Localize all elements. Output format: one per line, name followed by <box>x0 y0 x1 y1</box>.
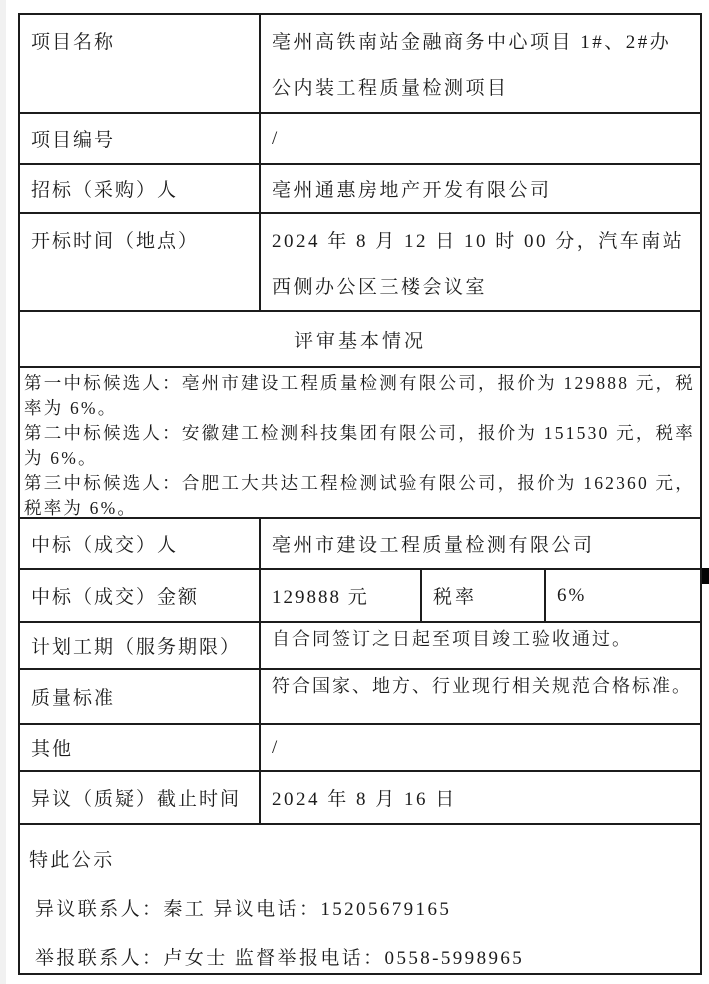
table-row-award-amount <box>20 570 700 623</box>
candidate-third: 第三中标候选人：合肥工大共达工程检测试验有限公司，报价为 162360 元，税率为 6%。 <box>24 473 695 518</box>
table-row-bid-opening <box>20 214 700 312</box>
tenderee-value: 亳州通惠房地产开发有限公司 <box>272 180 552 201</box>
bid-opening-label: 开标时间（地点） <box>20 214 261 310</box>
award-amount-value: 129888 元 <box>261 570 422 621</box>
table-row-project-name <box>20 15 700 114</box>
table-row-project-number <box>20 114 700 165</box>
tax-rate-value: 6% <box>557 584 587 606</box>
project-name-value: 亳州高铁南站金融商务中心项目 1#、2#办公内装工程质量检测项目 <box>272 32 672 99</box>
project-name-label: 项目名称 <box>20 15 261 112</box>
table-row-tenderee <box>20 165 700 214</box>
tenderee-label: 招标（采购）人 <box>20 165 261 212</box>
project-number-label: 项目编号 <box>20 114 261 163</box>
table-row-planned-duration <box>20 623 700 670</box>
footer-block <box>20 825 700 973</box>
table-row-other <box>20 725 700 772</box>
bid-announcement-table <box>18 13 702 975</box>
table-row-footer <box>20 825 700 973</box>
planned-duration-label: 计划工期（服务期限） <box>20 623 261 668</box>
quality-standard-value: 符合国家、地方、行业现行相关规范合格标准。 <box>272 676 692 696</box>
project-number-value: / <box>272 127 280 149</box>
table-row-evaluation-header <box>20 312 700 368</box>
award-amount-label: 中标（成交）金额 <box>20 570 261 621</box>
table-row-objection-deadline <box>20 772 700 825</box>
scan-edge-shadow <box>0 0 6 984</box>
table-row-quality-standard <box>20 670 700 725</box>
other-label: 其他 <box>20 725 261 770</box>
candidates-block <box>20 368 700 517</box>
table-row-winner <box>20 519 700 570</box>
table-row-candidates <box>20 368 700 519</box>
candidate-first: 第一中标候选人：亳州市建设工程质量检测有限公司，报价为 129888 元，税率为 6%。 <box>24 373 695 418</box>
objection-deadline-value: 2024 年 8 月 16 日 <box>272 789 457 810</box>
quality-standard-label: 质量标准 <box>20 670 261 723</box>
planned-duration-value: 自合同签订之日起至项目竣工验收通过。 <box>272 629 632 649</box>
winner-value: 亳州市建设工程质量检测有限公司 <box>272 535 595 556</box>
other-value: / <box>272 736 280 758</box>
tax-rate-label: 税率 <box>422 570 546 621</box>
candidate-second: 第二中标候选人：安徽建工检测科技集团有限公司，报价为 151530 元，税率为 6%。 <box>24 423 695 468</box>
objection-deadline-label: 异议（质疑）截止时间 <box>20 772 261 823</box>
objection-contact-text: 异议联系人：秦工 异议电话：15205679165 <box>35 899 452 920</box>
report-contact-text: 举报联系人：卢女士 监督举报电话：0558-5998965 <box>35 948 525 969</box>
scan-ink-artifact <box>702 568 709 584</box>
notice-text: 特此公示 <box>29 850 115 871</box>
winner-label: 中标（成交）人 <box>20 519 261 568</box>
evaluation-section-title: 评审基本情况 <box>293 330 426 352</box>
bid-opening-value: 2024 年 8 月 12 日 10 时 00 分，汽车南站西侧办公区三楼会议室 <box>272 231 685 298</box>
